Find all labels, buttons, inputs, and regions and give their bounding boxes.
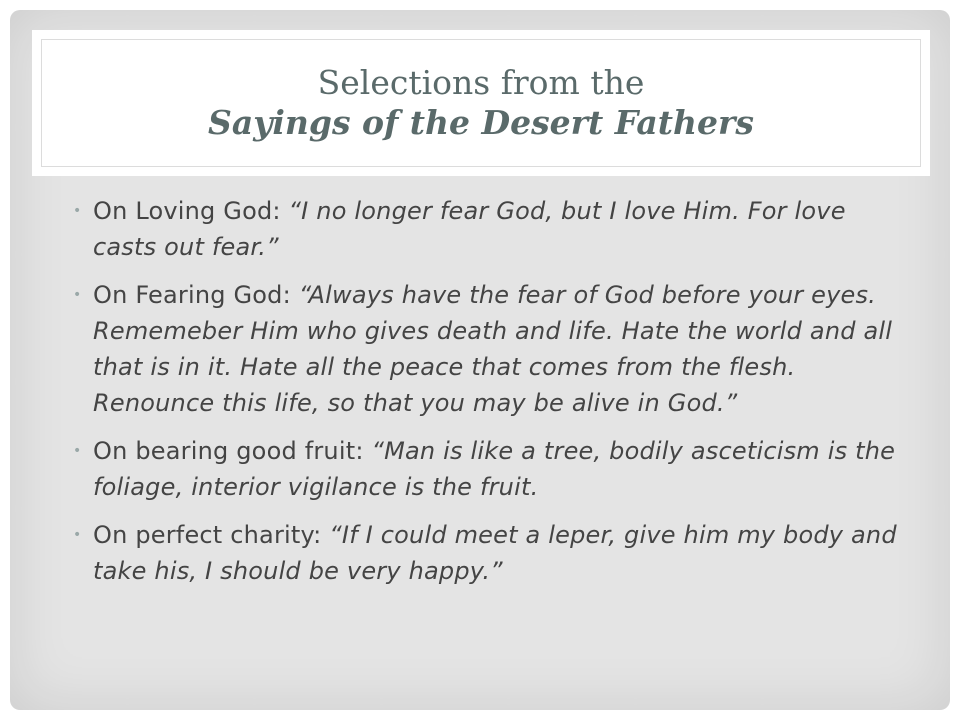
bullet-icon: • bbox=[73, 287, 82, 303]
slide bbox=[10, 10, 950, 710]
title-frame bbox=[41, 39, 921, 167]
bullet-quote: “If I could meet a leper, give him my body and take his, I should be very happy.” bbox=[93, 521, 897, 585]
bullet-label: On Loving God: bbox=[93, 197, 289, 225]
title-line-2: Sayings of the Desert Fathers bbox=[208, 103, 754, 142]
title-box bbox=[32, 30, 930, 176]
bullet-icon: • bbox=[73, 203, 82, 219]
bullet-quote: “I no longer fear God, but I love Him. For love casts out fear.” bbox=[93, 197, 846, 261]
bullet-label: On perfect charity: bbox=[93, 521, 330, 549]
bullet-label: On Fearing God: bbox=[93, 281, 299, 309]
bullet-icon: • bbox=[73, 443, 82, 459]
bullet-item-loving-god bbox=[73, 193, 913, 265]
bullet-list bbox=[73, 193, 913, 601]
bullet-label: On bearing good fruit: bbox=[93, 437, 372, 465]
bullet-quote: “Man is like a tree, bodily asceticism is the foliage, interior vigilance is the fruit. bbox=[93, 437, 896, 501]
bullet-icon: • bbox=[73, 527, 82, 543]
bullet-item-good-fruit bbox=[73, 433, 913, 505]
bullet-item-perfect-charity bbox=[73, 517, 913, 589]
title-line-1: Selections from the bbox=[317, 63, 645, 103]
bullet-item-fearing-god bbox=[73, 277, 913, 421]
bullet-quote: “Always have the fear of God before your eyes. Rememeber Him who gives death and life. Hate the world and all that is in it. Hate all the peace that comes from the flesh. Renounce this life, so that you may be alive in God.” bbox=[93, 281, 893, 417]
